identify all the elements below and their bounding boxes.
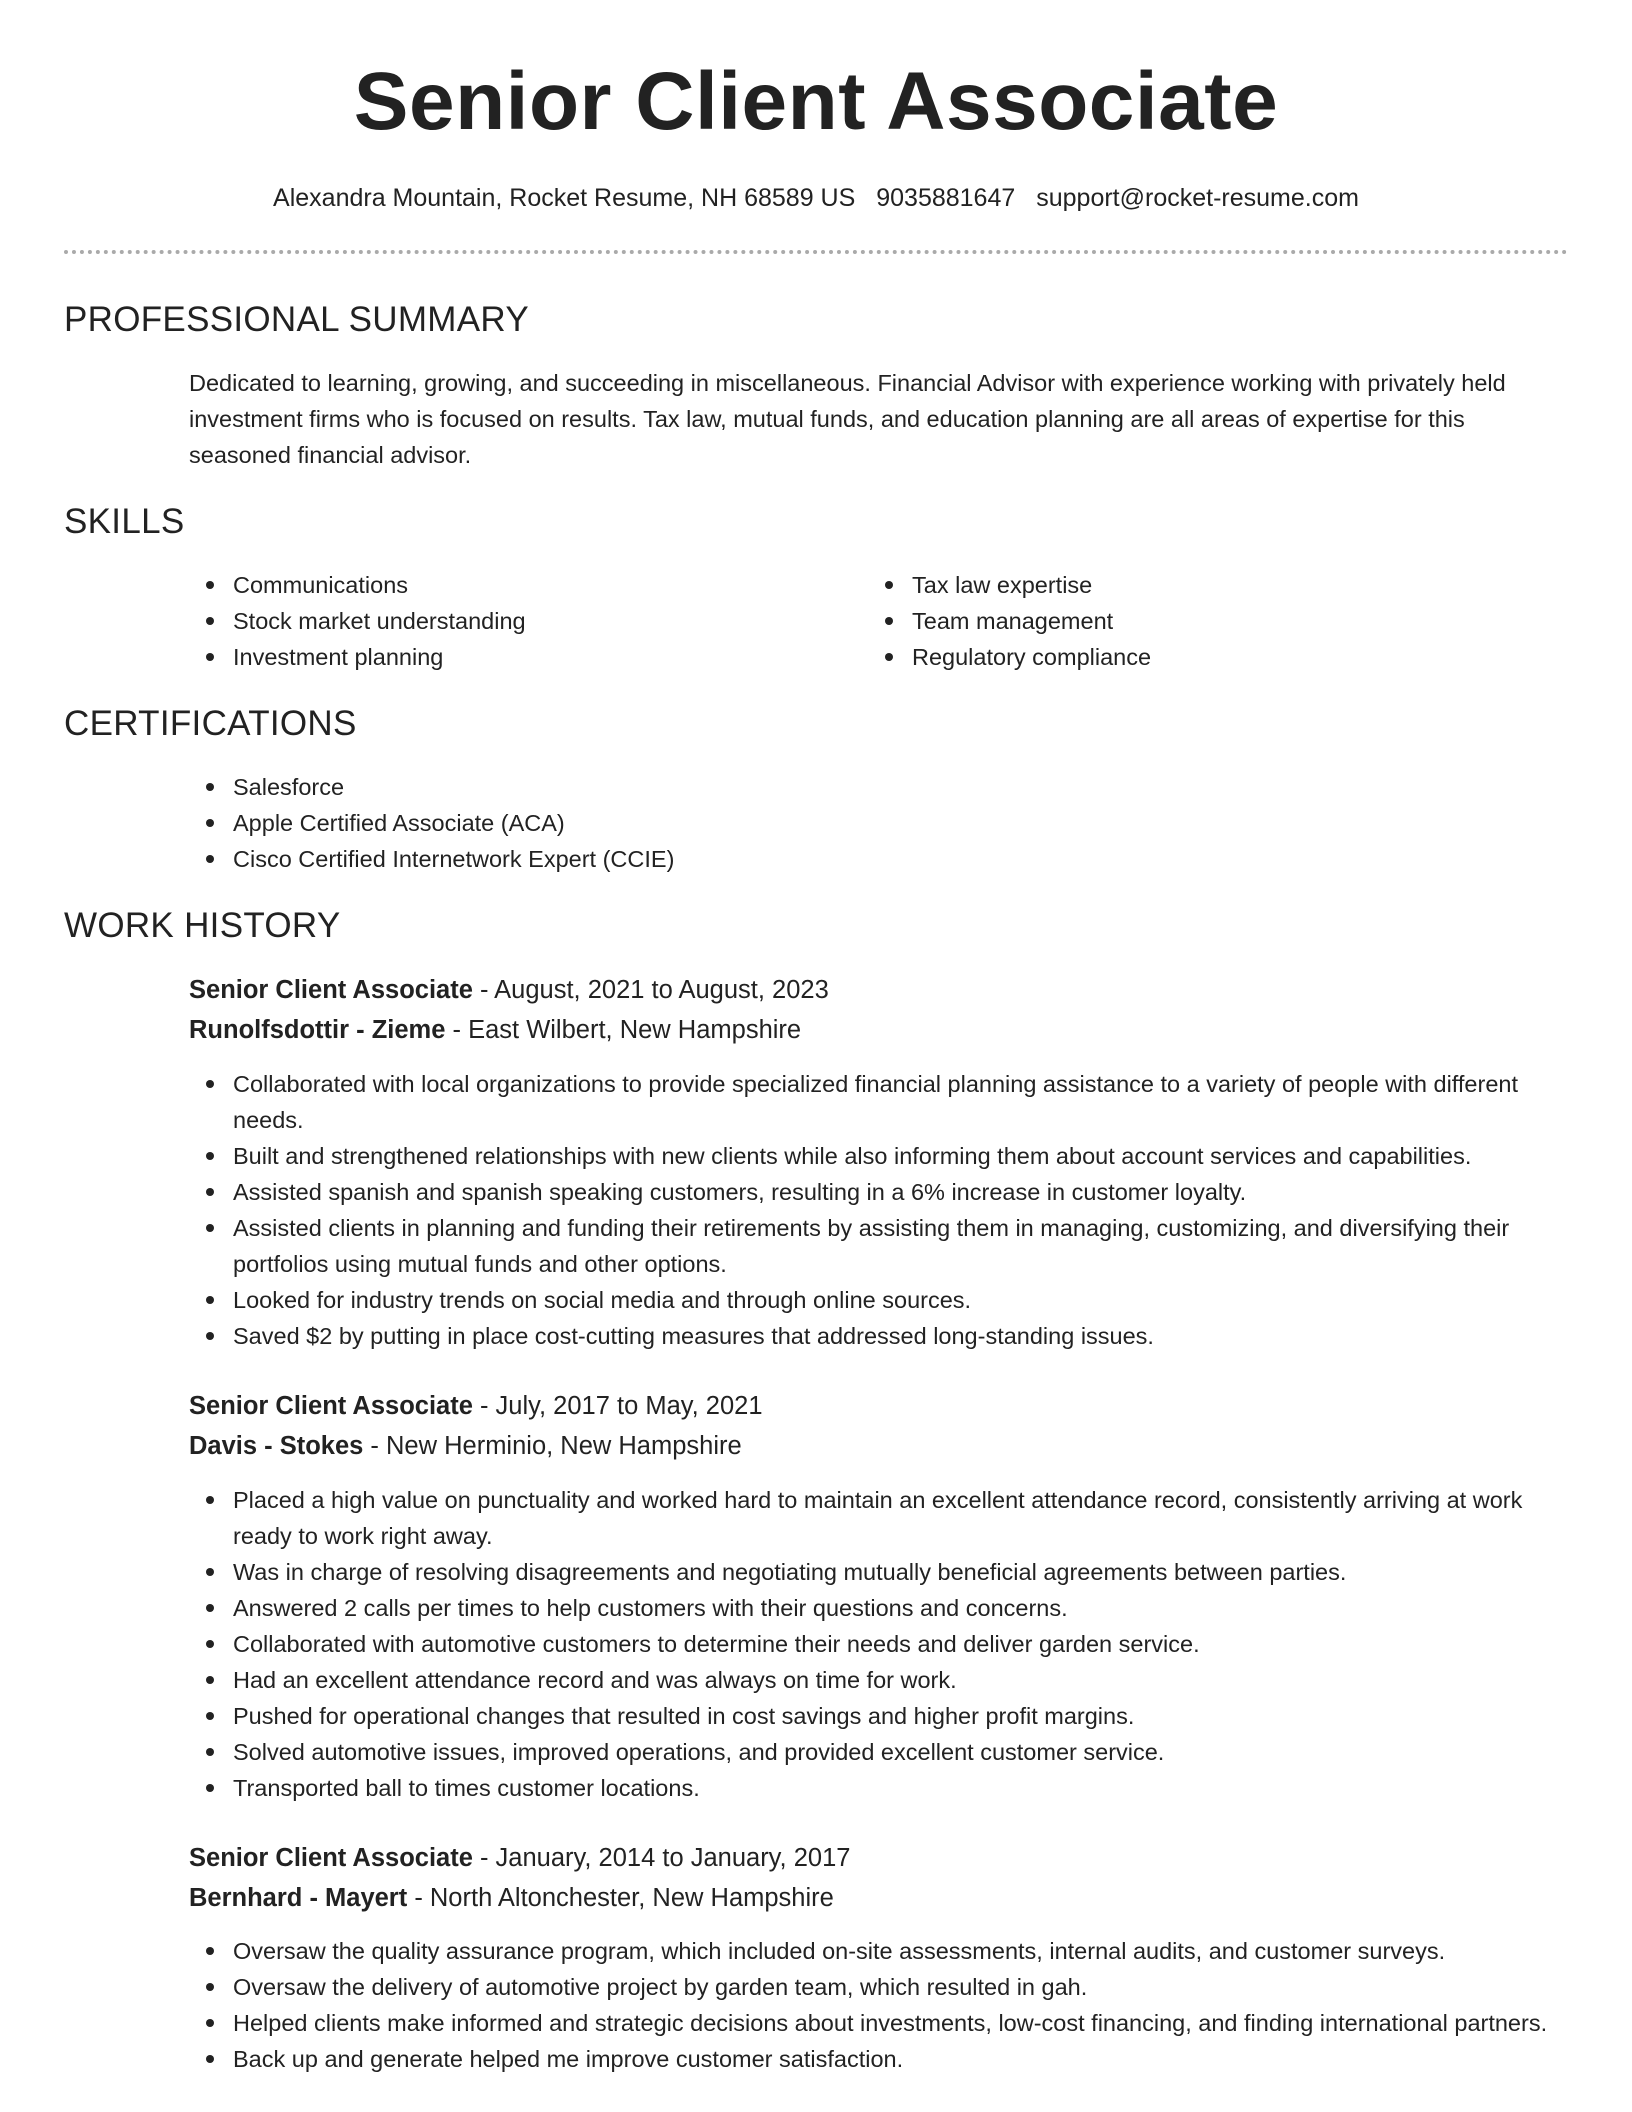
list-item: Was in charge of resolving disagreements and negotiating mutually beneficial agreements between parties. — [189, 1554, 1569, 1590]
list-item: Transported ball to times customer locations. — [189, 1770, 1569, 1806]
list-item: Salesforce — [189, 769, 1489, 805]
contact-line — [64, 181, 1568, 215]
job-title-line — [189, 1838, 850, 1878]
job-title: Senior Client Associate — [189, 976, 473, 1004]
job-company: Bernhard - Mayert — [189, 1884, 408, 1912]
job-company-line — [189, 1426, 742, 1466]
resume-page — [64, 0, 1568, 2112]
job-company-line — [189, 1010, 801, 1050]
job-title: Senior Client Associate — [189, 1392, 473, 1420]
certifications-list — [189, 769, 1489, 877]
list-item: Looked for industry trends on social media and through online sources. — [189, 1282, 1569, 1318]
list-item: Tax law expertise — [868, 567, 1528, 603]
contact-email: support@rocket-resume.com — [1036, 184, 1359, 212]
summary-heading: PROFESSIONAL SUMMARY — [64, 300, 529, 339]
job-title-line — [189, 970, 829, 1010]
job-dates: - July, 2017 to May, 2021 — [472, 1392, 763, 1420]
list-item: Assisted spanish and spanish speaking customers, resulting in a 6% increase in customer loyalty. — [189, 1174, 1569, 1210]
list-item: Collaborated with local organizations to provide specialized financial planning assistance to a variety of people with different needs. — [189, 1066, 1569, 1138]
contact-phone: 9035881647 — [876, 184, 1016, 212]
work-history-heading: WORK HISTORY — [64, 906, 341, 945]
list-item: Back up and generate helped me improve customer satisfaction. — [189, 2041, 1569, 2077]
header-divider — [64, 250, 1568, 254]
list-item: Oversaw the delivery of automotive project by garden team, which resulted in gah. — [189, 1969, 1569, 2005]
resume-title: Senior Client Associate — [353, 56, 1279, 147]
job-bullets — [189, 1933, 1569, 2077]
list-item: Stock market understanding — [189, 603, 849, 639]
list-item: Had an excellent attendance record and was always on time for work. — [189, 1662, 1569, 1698]
job-location: - New Herminio, New Hampshire — [363, 1432, 742, 1460]
skills-list-left — [189, 567, 849, 675]
list-item: Built and strengthened relationships with new clients while also informing them about account services and capabilities. — [189, 1138, 1569, 1174]
list-item: Investment planning — [189, 639, 849, 675]
job-company-line — [189, 1878, 834, 1918]
list-item: Saved $2 by putting in place cost-cutting measures that addressed long-standing issues. — [189, 1318, 1569, 1354]
job-bullets — [189, 1482, 1569, 1806]
job-location: - North Altonchester, New Hampshire — [407, 1884, 834, 1912]
skills-heading: SKILLS — [64, 502, 185, 541]
list-item: Pushed for operational changes that resulted in cost savings and higher profit margins. — [189, 1698, 1569, 1734]
contact-address: Alexandra Mountain, Rocket Resume, NH 68589 US — [273, 184, 856, 212]
list-item: Team management — [868, 603, 1528, 639]
job-company: Davis - Stokes — [189, 1432, 364, 1460]
list-item: Assisted clients in planning and funding their retirements by assisting them in managing, customizing, and diversifying their portfolios using mutual funds and other options. — [189, 1210, 1569, 1282]
job-bullets — [189, 1066, 1569, 1354]
certifications-heading: CERTIFICATIONS — [64, 704, 357, 743]
summary-text: Dedicated to learning, growing, and succeeding in miscellaneous. Financial Advisor with experience working with privately held investment firms who is focused on results. Tax law, mutual funds, and education planning are all areas of expertise for this seasoned financial advisor. — [189, 370, 1506, 468]
list-item: Cisco Certified Internetwork Expert (CCIE) — [189, 841, 1489, 877]
job-company: Runolfsdottir - Zieme — [189, 1016, 446, 1044]
list-item: Placed a high value on punctuality and worked hard to maintain an excellent attendance record, consistently arriving at work ready to work right away. — [189, 1482, 1569, 1554]
skills-list-right — [868, 567, 1528, 675]
job-title: Senior Client Associate — [189, 1844, 473, 1872]
job-location: - East Wilbert, New Hampshire — [445, 1016, 802, 1044]
list-item: Helped clients make informed and strategic decisions about investments, low-cost financing, and finding international partners. — [189, 2005, 1569, 2041]
list-item: Regulatory compliance — [868, 639, 1528, 675]
list-item: Communications — [189, 567, 849, 603]
job-dates: - August, 2021 to August, 2023 — [472, 976, 829, 1004]
job-dates: - January, 2014 to January, 2017 — [472, 1844, 851, 1872]
list-item: Collaborated with automotive customers to determine their needs and deliver garden service. — [189, 1626, 1569, 1662]
list-item: Oversaw the quality assurance program, which included on-site assessments, internal audits, and customer surveys. — [189, 1933, 1569, 1969]
list-item: Apple Certified Associate (ACA) — [189, 805, 1489, 841]
list-item: Answered 2 calls per times to help customers with their questions and concerns. — [189, 1590, 1569, 1626]
list-item: Solved automotive issues, improved operations, and provided excellent customer service. — [189, 1734, 1569, 1770]
job-title-line — [189, 1386, 763, 1426]
